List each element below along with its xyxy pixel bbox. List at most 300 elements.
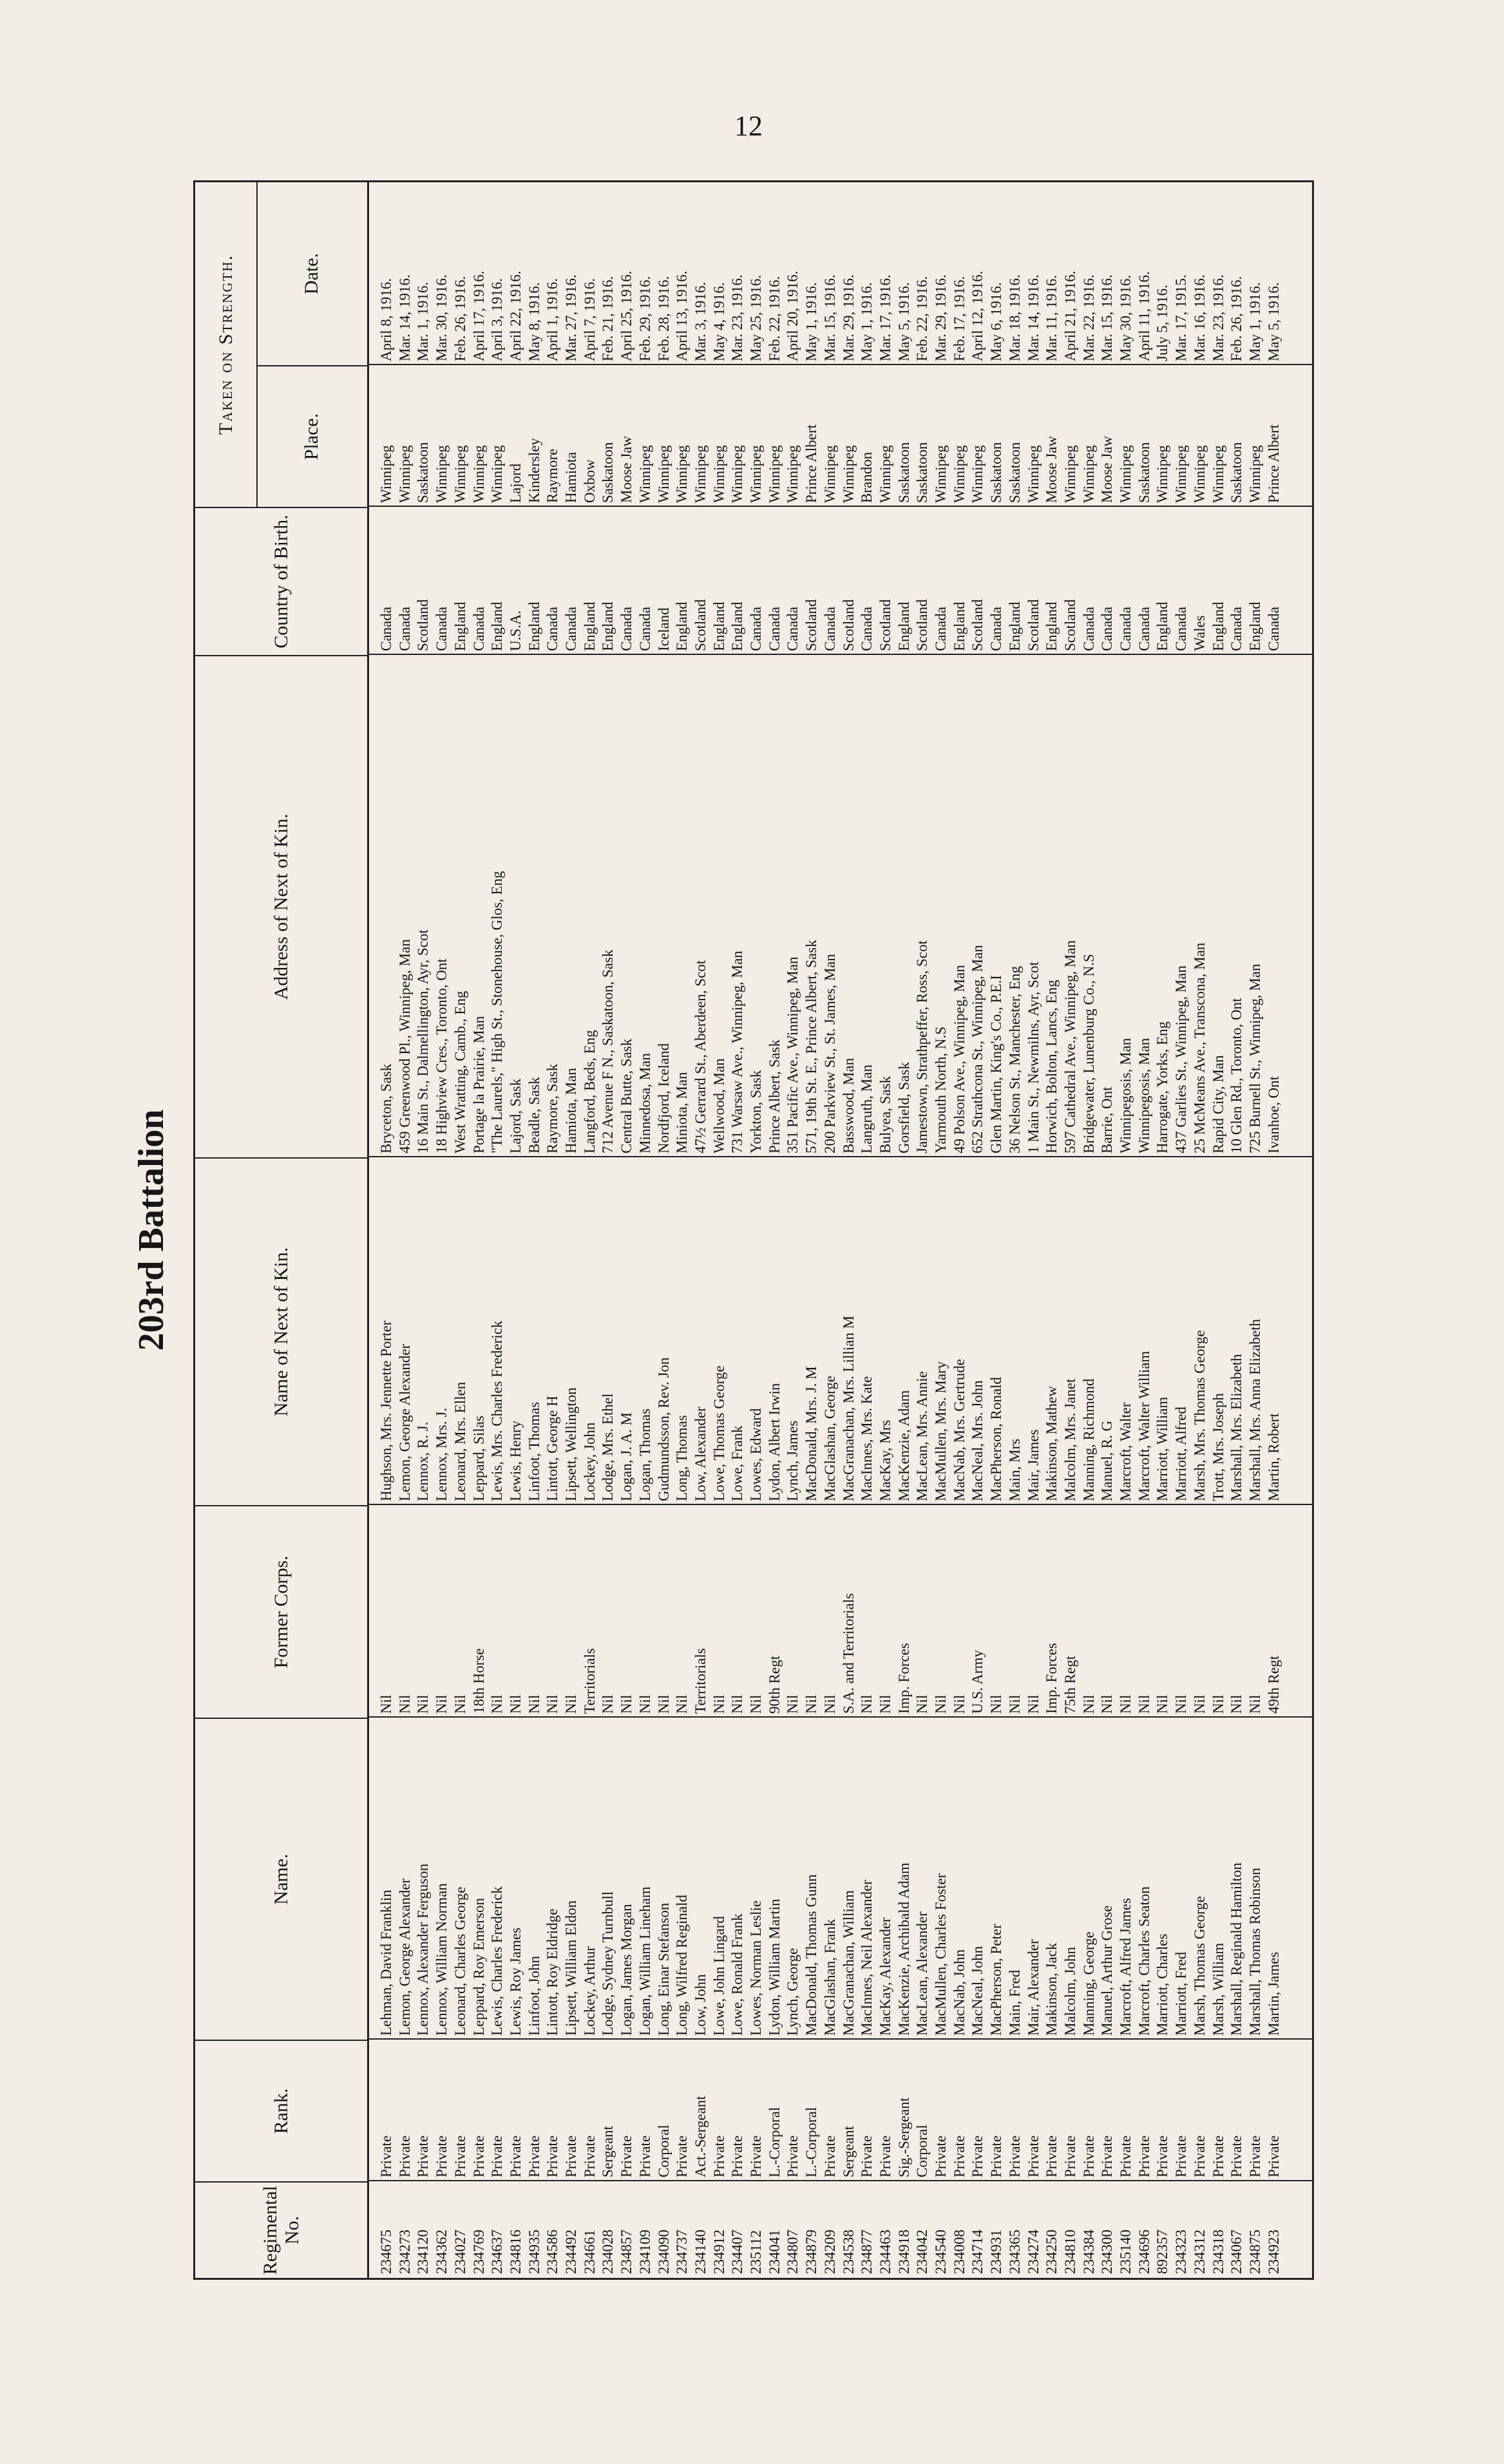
cell-regimental-no: 234250 — [1043, 2230, 1060, 2274]
cell-address: Gorsfield, Sask — [895, 1062, 912, 1153]
cell-next-of-kin: Lintott, George H — [544, 1396, 561, 1501]
cell-place: Winnipeg — [1154, 445, 1171, 503]
cell-rank: Private — [1043, 2135, 1060, 2177]
cell-regimental-no: 234067 — [1228, 2230, 1245, 2274]
cell-rank: Private — [1099, 2135, 1116, 2177]
cell-regimental-no: 234140 — [692, 2230, 709, 2274]
cell-name: MacPherson, Peter — [988, 1924, 1005, 2036]
cell-rank: Corporal — [914, 2125, 931, 2177]
cell-rank: Private — [969, 2135, 986, 2177]
cell-address: 16 Main St., Dalmellington, Ayr, Scot — [415, 929, 432, 1153]
cell-next-of-kin: Lynch, James — [785, 1420, 801, 1501]
cell-regimental-no: 234931 — [988, 2230, 1005, 2274]
cell-country-of-birth: England — [1154, 602, 1171, 651]
cell-regimental-no: 892357 — [1154, 2230, 1171, 2274]
cell-rank: Private — [378, 2135, 394, 2177]
cell-former-corps: Nil — [544, 1694, 561, 1714]
cell-country-of-birth: Canada — [1099, 607, 1116, 651]
cell-date: Mar. 18, 1916. — [1006, 274, 1023, 361]
cell-former-corps: Nil — [600, 1694, 616, 1714]
cell-country-of-birth: Canada — [933, 607, 949, 651]
cell-rank: Sig.-Sergeant — [895, 2097, 912, 2177]
cell-rank: Private — [1118, 2135, 1134, 2177]
cell-country-of-birth: England — [1246, 602, 1263, 651]
cell-former-corps: Nil — [1173, 1694, 1190, 1714]
cell-name: Marsh, William — [1210, 1942, 1226, 2036]
cell-name: Marshall, Reginald Hamilton — [1228, 1862, 1245, 2036]
cell-regimental-no: 234586 — [544, 2230, 561, 2274]
cell-place: Saskatoon — [988, 442, 1005, 503]
cell-next-of-kin: Marcroft, Walter — [1118, 1402, 1134, 1501]
table-row — [729, 182, 746, 2278]
cell-country-of-birth: England — [1043, 602, 1060, 651]
cell-address: Wellwood, Man — [710, 1058, 727, 1153]
cell-country-of-birth: Canada — [766, 607, 783, 651]
header-taken-on-strength — [195, 182, 367, 507]
cell-date: Mar. 3, 1916. — [692, 281, 709, 361]
cell-name: Manuel, Arthur Grose — [1099, 1905, 1116, 2036]
table-row — [489, 182, 506, 2278]
cell-address: Langruth, Man — [859, 1065, 875, 1153]
cell-rank: Private — [1191, 2135, 1208, 2177]
cell-place: Hamiota — [563, 451, 579, 503]
table-row — [1266, 182, 1282, 2278]
cell-rank: Private — [1025, 2135, 1042, 2177]
cell-next-of-kin: Logan, Thomas — [636, 1408, 653, 1501]
cell-next-of-kin: Leppard, Silas — [470, 1416, 487, 1501]
cell-name: Mair, Alexander — [1025, 1939, 1042, 2036]
cell-country-of-birth: Canada — [636, 607, 653, 651]
cell-regimental-no: 234675 — [378, 2230, 394, 2274]
cell-date: Mar. 14, 1916. — [396, 274, 413, 361]
cell-place: Winnipeg — [1118, 445, 1134, 503]
table-row — [1043, 182, 1060, 2278]
cell-date: Mar. 17, 1916. — [877, 274, 893, 361]
cell-address: 200 Parkview St., St. James, Man — [821, 954, 838, 1153]
cell-regimental-no: 234538 — [840, 2230, 857, 2274]
cell-country-of-birth: Canada — [859, 607, 875, 651]
cell-regimental-no: 234027 — [452, 2230, 468, 2274]
cell-rank: Private — [988, 2135, 1005, 2177]
cell-name: Manning, George — [1080, 1931, 1097, 2036]
cell-regimental-no: 234918 — [895, 2230, 912, 2274]
cell-regimental-no: 234492 — [563, 2230, 579, 2274]
cell-next-of-kin: Main, Mrs — [1006, 1438, 1023, 1501]
cell-next-of-kin: MacKenzie, Adam — [895, 1390, 912, 1501]
cell-date: April 25, 1916. — [618, 270, 635, 361]
cell-date: April 1, 1916. — [544, 278, 561, 361]
cell-rank: Corporal — [655, 2125, 672, 2177]
cell-regimental-no: 234028 — [600, 2230, 616, 2274]
cell-regimental-no: 234463 — [877, 2230, 893, 2274]
cell-rank: Private — [470, 2135, 487, 2177]
cell-name: Malcolm, John — [1061, 1947, 1078, 2036]
cell-address: Bridgewater, Lunenburg Co., N.S — [1080, 954, 1097, 1153]
cell-name: Martin, James — [1265, 1951, 1282, 2036]
cell-rank: Private — [1228, 2135, 1245, 2177]
table-row — [563, 182, 580, 2278]
cell-place: Winnipeg — [766, 445, 783, 503]
cell-rank: Private — [1210, 2135, 1226, 2177]
cell-place: Winnipeg — [1210, 445, 1226, 503]
cell-next-of-kin: MacInnes, Mrs. Kate — [859, 1376, 875, 1501]
cell-place: Winnipeg — [396, 445, 413, 503]
cell-former-corps: Territorials — [581, 1648, 598, 1714]
cell-rank: Private — [748, 2135, 764, 2177]
table-row — [1025, 182, 1042, 2278]
header-taken-on-strength-title: Taken on Strength. — [195, 182, 258, 507]
header-place: Place. — [256, 365, 367, 507]
cell-date: May 1, 1916. — [859, 282, 875, 361]
cell-country-of-birth: Iceland — [655, 607, 672, 651]
table-row — [600, 182, 616, 2278]
cell-place: Prince Albert — [803, 424, 820, 503]
cell-former-corps: Nil — [1080, 1694, 1097, 1714]
cell-rank: Private — [526, 2135, 542, 2177]
cell-regimental-no: 234274 — [1025, 2230, 1042, 2274]
cell-rank: Private — [1154, 2135, 1171, 2177]
cell-next-of-kin: Lennox, R. J. — [415, 1421, 432, 1501]
cell-former-corps: Nil — [1228, 1694, 1245, 1714]
table-row — [1136, 182, 1153, 2278]
cell-date: Mar. 23, 1916. — [729, 274, 746, 361]
cell-date: May 25, 1916. — [748, 274, 764, 361]
cell-place: Winnipeg — [969, 445, 986, 503]
battalion-title: 203rd Battalion — [131, 1109, 171, 1351]
cell-next-of-kin: Lydon, Albert Irwin — [766, 1383, 783, 1501]
table-row — [692, 182, 709, 2278]
cell-name: Logan, James Morgan — [618, 1904, 635, 2036]
cell-regimental-no: 234041 — [766, 2230, 783, 2274]
cell-place: Winnipeg — [674, 445, 690, 503]
cell-date: April 22, 1916. — [507, 270, 524, 361]
cell-rank: Private — [1061, 2135, 1078, 2177]
cell-date: April 8, 1916. — [378, 278, 394, 361]
cell-name: MacKenzie, Archibald Adam — [895, 1862, 912, 2036]
cell-name: Marcroft, Alfred James — [1118, 1898, 1134, 2036]
cell-name: Makinson, Jack — [1043, 1942, 1060, 2036]
header-address: Address of Next of Kin. — [195, 655, 367, 1157]
cell-address: 351 Pacific Ave., Winnipeg, Man — [785, 956, 801, 1153]
cell-rank: Private — [489, 2135, 506, 2177]
cell-next-of-kin: MacKay, Mrs — [877, 1419, 893, 1501]
cell-rank: Private — [618, 2135, 635, 2177]
cell-place: Moose Jaw — [618, 435, 635, 503]
cell-former-corps: 75th Regt — [1061, 1655, 1078, 1714]
cell-former-corps: Nil — [748, 1694, 764, 1714]
cell-regimental-no: 234661 — [581, 2230, 598, 2274]
table-header — [195, 182, 369, 2278]
cell-place: Winnipeg — [1061, 445, 1078, 503]
table-row — [822, 182, 839, 2278]
cell-regimental-no: 234737 — [674, 2230, 690, 2274]
cell-next-of-kin: Lowe, Thomas George — [710, 1365, 727, 1501]
rotated-ledger-page — [129, 180, 1327, 2280]
cell-date: Feb. 22, 1916. — [914, 276, 931, 361]
table-row — [988, 182, 1005, 2278]
cell-place: Winnipeg — [470, 445, 487, 503]
cell-country-of-birth: Scotland — [840, 599, 857, 651]
cell-regimental-no: 234877 — [859, 2230, 875, 2274]
cell-date: Feb. 17, 1916. — [951, 276, 967, 361]
cell-rank: Private — [1136, 2135, 1152, 2177]
cell-address: Barrie, Ont — [1099, 1086, 1116, 1153]
cell-rank: Private — [877, 2135, 893, 2177]
cell-regimental-no: 235112 — [748, 2230, 764, 2274]
cell-next-of-kin: Marsh, Mrs. Thomas George — [1191, 1330, 1208, 1501]
cell-name: MacNeal, John — [969, 1946, 986, 2036]
table-row — [1192, 182, 1208, 2278]
cell-rank: Private — [1006, 2135, 1023, 2177]
cell-date: Mar. 29, 1916. — [933, 274, 949, 361]
cell-country-of-birth: England — [710, 602, 727, 651]
cell-address: 36 Nelson St., Manchester, Eng — [1006, 965, 1023, 1153]
cell-regimental-no: 234637 — [489, 2230, 506, 2274]
cell-place: Prince Albert — [1265, 424, 1282, 503]
cell-address: Jamestown, Strathpeffer, Ross, Scot — [914, 940, 931, 1153]
cell-next-of-kin: Malcolm, Mrs. Janet — [1061, 1378, 1078, 1501]
cell-address: Central Butte, Sask — [618, 1038, 635, 1153]
cell-country-of-birth: Canada — [396, 607, 413, 651]
cell-date: Mar. 30, 1916. — [433, 274, 450, 361]
cell-regimental-no: 234923 — [1265, 2230, 1282, 2274]
cell-address: 437 Garlies St., Winnipeg, Man — [1173, 965, 1190, 1153]
cell-regimental-no: 234807 — [785, 2230, 801, 2274]
cell-name: Low, John — [692, 1974, 709, 2036]
cell-next-of-kin: MacMullen, Mrs. Mary — [933, 1361, 949, 1501]
cell-former-corps: Nil — [785, 1694, 801, 1714]
cell-former-corps: Nil — [988, 1694, 1005, 1714]
cell-address: Portage la Prairie, Man — [470, 1016, 487, 1153]
cell-next-of-kin: MacDonald, Mrs. J. M — [803, 1366, 820, 1501]
cell-next-of-kin: Lennox, Mrs. J. — [433, 1407, 450, 1501]
cell-name: MacDonald, Thomas Gunn — [803, 1874, 820, 2036]
cell-address: 731 Warsaw Ave., Winnipeg, Man — [729, 951, 746, 1153]
table-row — [933, 182, 949, 2278]
cell-next-of-kin: Mair, James — [1025, 1429, 1042, 1501]
cell-name: Main, Fred — [1006, 1969, 1023, 2036]
cell-next-of-kin: Low, Alexander — [692, 1407, 709, 1501]
cell-former-corps: Nil — [489, 1694, 506, 1714]
cell-country-of-birth: England — [600, 602, 616, 651]
cell-rank: Private — [452, 2135, 468, 2177]
cell-date: May 6, 1916. — [988, 282, 1005, 361]
cell-date: Feb. 22, 1916. — [766, 276, 783, 361]
cell-rank: Private — [1265, 2135, 1282, 2177]
table-row — [433, 182, 450, 2278]
cell-country-of-birth: Canada — [433, 607, 450, 651]
cell-name: Lehman, David Franklin — [378, 1890, 394, 2036]
cell-next-of-kin: Long, Thomas — [674, 1415, 690, 1501]
cell-address: "The Laurels," High St., Stonehouse, Glos, Eng — [489, 871, 506, 1153]
cell-name: Lodge, Sydney Turnbull — [600, 1891, 616, 2036]
cell-address: Bryceton, Sask — [378, 1063, 394, 1153]
cell-former-corps: Nil — [729, 1694, 746, 1714]
cell-name: MacInnes, Neil Alexander — [859, 1879, 875, 2036]
cell-regimental-no: 234090 — [655, 2230, 672, 2274]
cell-name: Lennox, William Norman — [433, 1883, 450, 2036]
cell-rank: Private — [563, 2135, 579, 2177]
cell-regimental-no: 234318 — [1210, 2230, 1226, 2274]
header-name: Name. — [195, 1718, 367, 2040]
cell-country-of-birth: England — [1006, 602, 1023, 651]
cell-country-of-birth: Canada — [1173, 607, 1190, 651]
cell-former-corps: Nil — [1191, 1694, 1208, 1714]
cell-address: Yorkton, Sask — [748, 1070, 764, 1153]
cell-former-corps: Nil — [933, 1694, 949, 1714]
cell-next-of-kin: Manuel, R. G — [1099, 1420, 1116, 1501]
cell-former-corps: Nil — [914, 1694, 931, 1714]
cell-former-corps: S.A. and Territorials — [840, 1593, 857, 1714]
cell-place: Winnipeg — [840, 445, 857, 503]
cell-date: Feb. 28, 1916. — [655, 276, 672, 361]
cell-former-corps: Territorials — [692, 1648, 709, 1714]
table-row — [803, 182, 820, 2278]
cell-former-corps: Nil — [951, 1694, 967, 1714]
cell-former-corps: Nil — [655, 1694, 672, 1714]
cell-former-corps: 90th Regt — [766, 1655, 783, 1714]
cell-place: Brandon — [859, 451, 875, 503]
table-row — [415, 182, 432, 2278]
cell-date: April 20, 1916. — [785, 270, 801, 361]
cell-date: July 5, 1916. — [1154, 285, 1171, 361]
cell-regimental-no: 234008 — [951, 2230, 967, 2274]
table-row — [1007, 182, 1023, 2278]
cell-place: Winnipeg — [748, 445, 764, 503]
cell-next-of-kin: Makinson, Mathew — [1043, 1386, 1060, 1501]
cell-country-of-birth: Canada — [1118, 607, 1134, 651]
cell-rank: Private — [785, 2135, 801, 2177]
cell-place: Winnipeg — [933, 445, 949, 503]
cell-date: Feb. 21, 1916. — [600, 276, 616, 361]
table-row — [951, 182, 968, 2278]
cell-date: Mar. 16, 1916. — [1191, 274, 1208, 361]
cell-former-corps: Nil — [1006, 1694, 1023, 1714]
cell-country-of-birth: Canada — [378, 607, 394, 651]
cell-address: 597 Cathedral Ave., Winnipeg, Man — [1061, 940, 1078, 1153]
table-row — [471, 182, 488, 2278]
cell-next-of-kin: Hughson, Mrs. Jennette Porter — [378, 1320, 394, 1501]
cell-former-corps: Nil — [396, 1694, 413, 1714]
cell-rank: Private — [933, 2135, 949, 2177]
table-row — [969, 182, 986, 2278]
cell-country-of-birth: England — [729, 602, 746, 651]
cell-country-of-birth: Canada — [1265, 607, 1282, 651]
cell-place: Winnipeg — [433, 445, 450, 503]
cell-rank: Private — [951, 2135, 967, 2177]
cell-rank: Private — [1173, 2135, 1190, 2177]
cell-place: Saskatoon — [1228, 442, 1245, 503]
cell-date: Mar. 23, 1916. — [1210, 274, 1226, 361]
cell-next-of-kin: Leonard, Mrs. Ellen — [452, 1381, 468, 1501]
table-row — [877, 182, 894, 2278]
cell-address: 725 Burnell St., Winnipeg, Man — [1246, 963, 1263, 1153]
cell-place: Winnipeg — [636, 445, 653, 503]
cell-country-of-birth: Canada — [618, 607, 635, 651]
header-regimental-no: Regimental No. — [195, 2181, 367, 2278]
cell-address: Beadle, Sask — [526, 1077, 542, 1153]
cell-rank: Private — [1246, 2135, 1263, 2177]
cell-regimental-no: 234323 — [1173, 2230, 1190, 2274]
cell-address: Harrogate, Yorks, Eng — [1154, 1021, 1171, 1153]
cell-rank: Sergeant — [600, 2125, 616, 2177]
cell-date: Feb. 26, 1916. — [452, 276, 468, 361]
cell-date: May 5, 1916. — [1265, 282, 1282, 361]
cell-former-corps: Nil — [1136, 1694, 1152, 1714]
nominal-roll-table — [193, 180, 1314, 2280]
table-row — [526, 182, 543, 2278]
cell-next-of-kin: Logan, J. A. M — [618, 1412, 635, 1501]
cell-address: Lajord, Sask — [507, 1078, 524, 1153]
cell-address: Nordfjord, Iceland — [655, 1043, 672, 1153]
cell-date: Mar. 29, 1916. — [840, 274, 857, 361]
cell-place: Saskatoon — [1136, 442, 1152, 503]
cell-country-of-birth: England — [452, 602, 468, 651]
cell-next-of-kin: Lipsett, Wellington — [563, 1387, 579, 1501]
cell-address: 712 Avenue F N., Saskatoon, Sask — [600, 949, 616, 1153]
cell-name: Marriott, Fred — [1173, 1951, 1190, 2036]
cell-regimental-no: 234300 — [1099, 2230, 1116, 2274]
cell-date: Mar. 11, 1916. — [1043, 275, 1060, 361]
cell-address: Basswood, Man — [840, 1057, 857, 1153]
cell-address: 571, 19th St. E., Prince Albert, Sask — [803, 940, 820, 1153]
cell-country-of-birth: Canada — [563, 607, 579, 651]
cell-country-of-birth: Canada — [748, 607, 764, 651]
cell-country-of-birth: Canada — [785, 607, 801, 651]
cell-rank: Private — [433, 2135, 450, 2177]
cell-name: Long, Einar Stefanson — [655, 1902, 672, 2036]
cell-address: 652 Strathcona St., Winnipeg, Man — [969, 945, 986, 1153]
cell-former-corps: Nil — [1210, 1694, 1226, 1714]
cell-next-of-kin: Marriott, Alfred — [1173, 1407, 1190, 1501]
table-row — [711, 182, 728, 2278]
cell-former-corps: Nil — [1099, 1694, 1116, 1714]
cell-rank: Private — [729, 2135, 746, 2177]
cell-date: Mar. 17, 1915. — [1173, 274, 1190, 361]
cell-name: Marriott, Charles — [1154, 1933, 1171, 2036]
cell-next-of-kin: Lewis, Mrs. Charles Frederick — [489, 1320, 506, 1501]
cell-former-corps: 18th Horse — [470, 1648, 487, 1714]
cell-former-corps: Nil — [803, 1694, 820, 1714]
cell-country-of-birth: Canada — [544, 607, 561, 651]
table-row — [1228, 182, 1245, 2278]
cell-former-corps: Nil — [859, 1694, 875, 1714]
cell-former-corps: Nil — [710, 1694, 727, 1714]
cell-former-corps: Imp. Forces — [895, 1643, 912, 1714]
cell-date: May 8, 1916. — [526, 282, 542, 361]
cell-address: 1 Main St., Newmilns, Ayr, Scot — [1025, 962, 1042, 1153]
cell-next-of-kin: Lowes, Edward — [748, 1408, 764, 1501]
cell-former-corps: Nil — [877, 1694, 893, 1714]
cell-place: Winnipeg — [1191, 445, 1208, 503]
cell-address: Winnipegosis, Man — [1136, 1038, 1152, 1153]
cell-next-of-kin: Martin, Robert — [1265, 1413, 1282, 1501]
table-row — [637, 182, 654, 2278]
header-former-corps: Former Corps. — [195, 1505, 367, 1718]
cell-regimental-no: 234362 — [433, 2230, 450, 2274]
cell-place: Kindersley — [526, 438, 542, 503]
cell-former-corps: Nil — [1025, 1694, 1042, 1714]
cell-name: Lennox, Alexander Ferguson — [415, 1863, 432, 2036]
cell-date: Feb. 26, 1916. — [1228, 276, 1245, 361]
header-rank: Rank. — [195, 2040, 367, 2181]
table-row — [1099, 182, 1116, 2278]
cell-name: Lydon, William Martin — [766, 1899, 783, 2036]
cell-address: 49 Polson Ave., Winnipeg, Man — [951, 965, 967, 1153]
cell-country-of-birth: Canada — [988, 607, 1005, 651]
cell-regimental-no: 234540 — [933, 2230, 949, 2274]
table-row — [397, 182, 414, 2278]
